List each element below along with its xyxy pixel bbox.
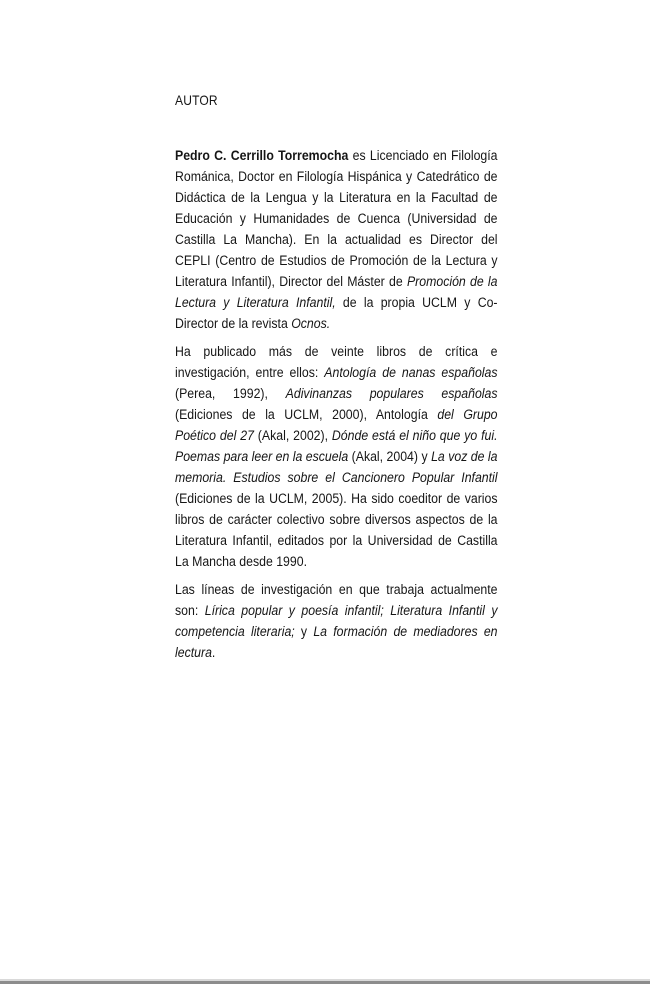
book-title: Dónde está el niño que yo fui. Poemas para leer en la escuela (175, 428, 498, 465)
bio-text: es Licenciado en Filología Románica, Doctor en Filología Hispánica y Catedrático de Didáctica de la Lengua y la Literatura en la Facultad de Educación y Humanidades de Cuenca (Universidad de Castilla La Mancha). En la actualidad es Director del CEPLI (Centro de Estudios de Promoción de la Lectura y Literatura Infantil), Director del Máster de (175, 148, 498, 290)
research-lines: La formación de mediadores en lectura (175, 624, 498, 661)
masters-title: Promoción de la Lectura y Literatura Infantil, (175, 274, 498, 311)
bio-text: (Akal, 2004) y (348, 449, 432, 465)
bio-text: y (294, 624, 314, 640)
bio-text: (Akal, 2002), (253, 428, 332, 444)
bio-text: de la propia UCLM y Co-Director de la revista (175, 295, 498, 332)
author-name: Pedro C. Cerrillo Torremocha (175, 148, 349, 164)
book-title: Adivinanzas populares españolas (285, 386, 498, 402)
section-heading: AUTOR (175, 92, 218, 108)
bio-text: (Perea, 1992), (175, 386, 286, 402)
book-title: La voz de la memoria. Estudios sobre el Cancionero Popular Infantil (175, 449, 498, 486)
bio-text: (Ediciones de la UCLM, 2000), Antología (175, 407, 438, 423)
author-bio (175, 146, 498, 664)
bio-text: . (211, 645, 216, 661)
bio-paragraph-3 (175, 580, 498, 664)
bio-text: Las líneas de investigación en que trabaja actualmente son: (175, 582, 498, 619)
bio-text: (Ediciones de la UCLM, 2005). Ha sido coeditor de varios libros de carácter colectivo sobre diversos aspectos de la Literatura Infantil, editados por la Universidad de Castilla La Mancha desde 1990. (175, 491, 498, 570)
journal-title: Ocnos. (291, 316, 331, 332)
research-lines: Lírica popular y poesía infantil; Literatura Infantil y competencia literaria; (175, 603, 498, 640)
bio-text: Ha publicado más de veinte libros de crítica e investigación, entre ellos: (175, 344, 498, 381)
bio-paragraph-2 (175, 342, 498, 573)
book-title: Antología de nanas españolas (324, 365, 498, 381)
book-title: del Grupo Poético del 27 (175, 407, 498, 444)
bio-paragraph-1 (175, 146, 498, 335)
